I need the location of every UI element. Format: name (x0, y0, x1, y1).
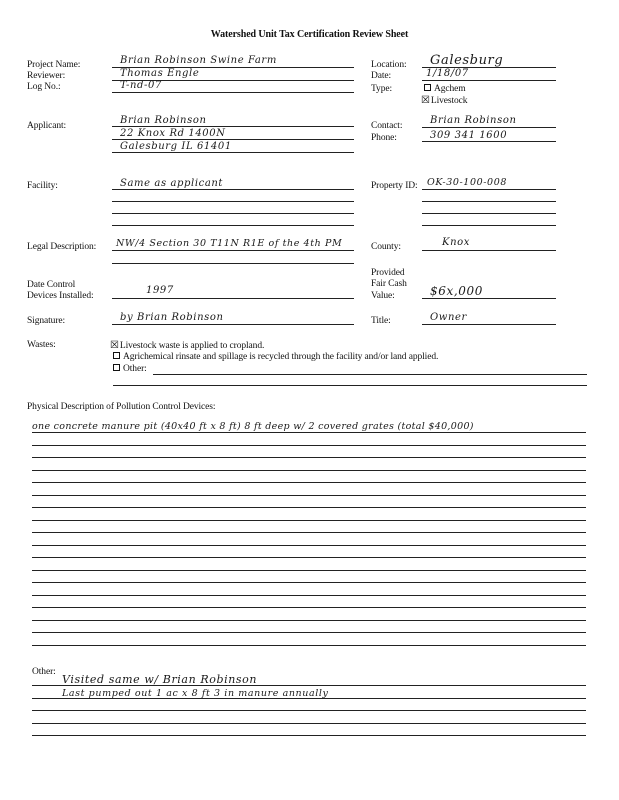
livestock-checked-box-icon[interactable]: ☒ (421, 95, 430, 106)
description-rule (32, 507, 586, 508)
other-waste-rule-1 (153, 374, 587, 375)
livestock-waste-checked-box-icon[interactable]: ☒ (110, 340, 119, 351)
other-rule (32, 685, 586, 686)
date-value: 1/18/07 (426, 68, 469, 79)
description-rule (32, 520, 586, 521)
document-title: Watershed Unit Tax Certification Review Sheet (210, 29, 409, 40)
description-rule (32, 607, 586, 608)
property-id-rule-4 (422, 225, 556, 226)
facility-rule-2 (112, 201, 354, 202)
property-id-rule-1 (422, 189, 556, 190)
physical-description-label: Physical Description of Pollution Control Devices: (27, 402, 216, 412)
date-line (422, 80, 556, 81)
value-label: Value: (371, 291, 395, 301)
waste-option-agchem[interactable] (113, 352, 438, 362)
legal-description-rule-1 (112, 250, 354, 251)
date-label: Date: (371, 71, 392, 81)
description-rule (32, 582, 586, 583)
reviewer-label: Reviewer: (27, 71, 66, 81)
contact-label: Contact: (371, 121, 403, 131)
signature-line (112, 324, 354, 325)
legal-description-value: NW/4 Section 30 T11N R1E of the 4th PM (116, 238, 343, 249)
description-rule (32, 457, 586, 458)
project-name-value: Brian Robinson Swine Farm (120, 55, 277, 66)
phone-value: 309 341 1600 (430, 130, 508, 141)
date-control-label: Date Control (27, 280, 76, 290)
description-rule (32, 445, 586, 446)
agchem-waste-label: Agrichemical rinsate and spillage is recycled through the facility and/or land applied. (123, 352, 439, 362)
waste-option-other[interactable] (113, 364, 147, 374)
phone-label: Phone: (371, 133, 397, 143)
type-option-livestock[interactable] (421, 95, 467, 106)
other-line-1: Visited same w/ Brian Robinson (62, 673, 258, 686)
applicant-label: Applicant: (27, 121, 67, 131)
other-line-2: Last pumped out 1 ac x 8 ft 3 in manure annually (62, 688, 329, 699)
fair-cash-value: $6x,000 (430, 284, 483, 298)
description-rule (32, 557, 586, 558)
signature-value: by Brian Robinson (120, 312, 224, 323)
provided-label: Provided (371, 268, 405, 278)
property-id-value: OK-30-100-008 (427, 177, 507, 188)
devices-installed-label: Devices Installed: (27, 291, 94, 301)
facility-rule-1 (112, 189, 354, 190)
reviewer-value: Thomas Engle (120, 68, 200, 79)
county-label: County: (371, 242, 401, 252)
other-waste-rule-2 (113, 385, 587, 386)
description-rule (32, 645, 586, 646)
other-waste-label: Other: (123, 364, 147, 374)
property-id-label: Property ID: (371, 181, 418, 191)
date-installed-value: 1997 (146, 285, 174, 296)
applicant-line-2: 22 Knox Rd 1400N (120, 128, 226, 139)
facility-rule-4 (112, 225, 354, 226)
applicant-rule-1 (112, 126, 354, 127)
project-name-label: Project Name: (27, 60, 81, 70)
description-rule (32, 570, 586, 571)
type-option-agchem[interactable] (424, 84, 466, 94)
facility-label: Facility: (27, 181, 58, 191)
applicant-line-3: Galesburg IL 61401 (120, 141, 232, 152)
title-field-line (422, 324, 556, 325)
waste-option-livestock[interactable] (110, 340, 264, 351)
other-section-label: Other: (32, 667, 56, 677)
location-value: Galesburg (430, 53, 504, 68)
log-no-line (112, 92, 354, 93)
description-rule (32, 632, 586, 633)
livestock-waste-label: Livestock waste is applied to cropland. (119, 341, 265, 351)
description-rule (32, 432, 586, 433)
wastes-label: Wastes: (27, 340, 56, 350)
legal-description-label: Legal Description: (27, 242, 97, 252)
other-rule (32, 710, 586, 711)
date-installed-line (112, 298, 354, 299)
log-no-label: Log No.: (27, 82, 61, 92)
contact-line (422, 127, 556, 128)
description-rule (32, 495, 586, 496)
title-field-value: Owner (430, 312, 467, 323)
applicant-line-1: Brian Robinson (120, 115, 207, 126)
description-rule (32, 482, 586, 483)
other-rule (32, 723, 586, 724)
contact-value: Brian Robinson (430, 115, 517, 126)
livestock-option-label: Livestock (430, 96, 468, 106)
description-rule (32, 470, 586, 471)
description-rule (32, 545, 586, 546)
physical-description-value: one concrete manure pit (40x40 ft x 8 ft) 8 ft deep w/ 2 covered grates (total $40,000) (32, 421, 474, 432)
property-id-rule-3 (422, 213, 556, 214)
other-waste-checkbox[interactable] (113, 364, 120, 371)
fair-cash-label: Fair Cash (371, 279, 407, 289)
facility-value: Same as applicant (120, 178, 224, 189)
signature-label: Signature: (27, 316, 66, 326)
fair-cash-line (422, 298, 556, 299)
description-rule (32, 595, 586, 596)
location-label: Location: (371, 60, 407, 70)
applicant-rule-3 (112, 152, 354, 153)
description-rule (32, 620, 586, 621)
type-label: Type: (371, 84, 392, 94)
county-line (422, 250, 556, 251)
other-rule (32, 698, 586, 699)
description-rule (32, 532, 586, 533)
agchem-waste-checkbox[interactable] (113, 352, 120, 359)
county-value: Knox (442, 237, 470, 248)
property-id-rule-2 (422, 201, 556, 202)
facility-rule-3 (112, 213, 354, 214)
other-rule (32, 735, 586, 736)
title-field-label: Title: (371, 316, 391, 326)
legal-description-rule-2 (112, 263, 354, 264)
agchem-checkbox[interactable] (424, 84, 431, 91)
phone-line (422, 141, 556, 142)
applicant-rule-2 (112, 139, 354, 140)
agchem-option-label: Agchem (434, 84, 466, 94)
log-no-value: T-nd-07 (120, 80, 162, 91)
